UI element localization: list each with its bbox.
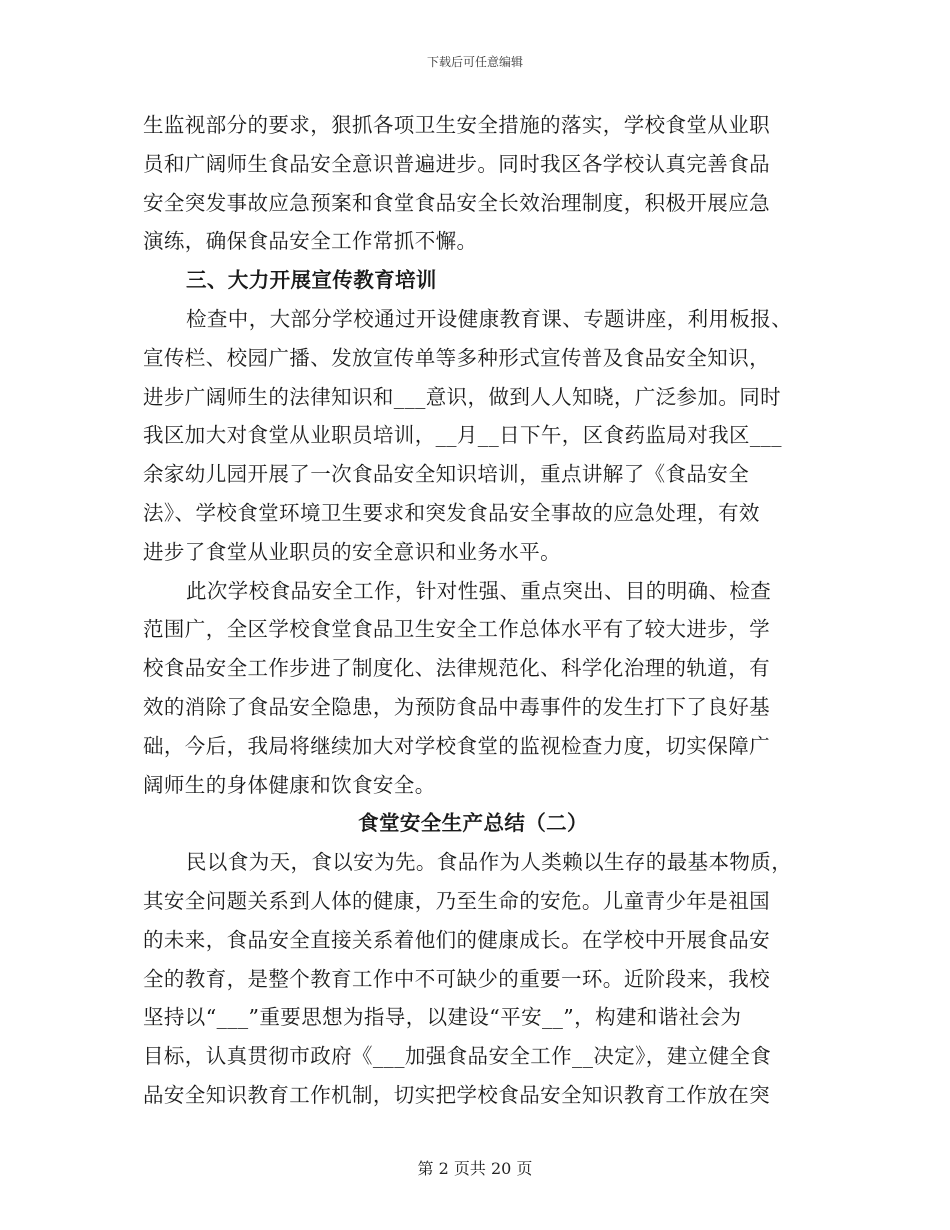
text-line: 其安全问题关系到人体的健康，乃至生命的安危。儿童青少年是祖国 <box>143 888 770 913</box>
text-line: 础，今后，我局将继续加大对学校食堂的监视检查力度，切实保障广 <box>143 733 770 758</box>
text-line: 此次学校食品安全工作，针对性强、重点突出、目的明确、检查 <box>186 578 772 603</box>
text-line: 进步了食堂从业职员的安全意识和业务水平。 <box>143 539 561 564</box>
section-heading: 三、大力开展宣传教育培训 <box>186 268 437 293</box>
text-line: 范围广，全区学校食堂食品卫生安全工作总体水平有了较大进步，学 <box>143 617 770 642</box>
text-line: 全的教育，是整个教育工作中不可缺少的重要一环。近阶段来，我校 <box>143 966 770 991</box>
text-line: 余家幼儿园开展了一次食品安全知识培训，重点讲解了《食品安全 <box>143 462 750 487</box>
text-line: 坚持以“___”重要思想为指导，以建设“平安__”，构建和谐社会为 <box>143 1005 742 1030</box>
text-line: 的未来，食品安全直接关系着他们的健康成长。在学校中开展食品安 <box>143 927 770 952</box>
text-line: 演练，确保食品安全工作常抓不懈。 <box>143 229 478 254</box>
text-line: 品安全知识教育工作机制，切实把学校食品安全知识教育工作放在突 <box>143 1082 770 1107</box>
text-line: 民以食为天，食以安为先。食品作为人类赖以生存的最基本物质， <box>186 850 793 875</box>
text-line: 检查中，大部分学校通过开设健康教育课、专题讲座，利用板报、 <box>186 306 793 331</box>
text-line: 宣传栏、校园广播、发放宣传单等多种形式宣传普及食品安全知识， <box>143 345 770 370</box>
text-line: 安全突发事故应急预案和食堂食品安全长效治理制度，积极开展应急 <box>143 190 770 215</box>
text-line: 校食品安全工作步进了制度化、法律规范化、科学化治理的轨道，有 <box>143 656 770 681</box>
text-line: 进步广阔师生的法律知识和___意识，做到人人知晓，广泛参加。同时 <box>143 384 782 409</box>
section-title: 食堂安全生产总结（二） <box>358 811 588 836</box>
text-line: 生监视部分的要求，狠抓各项卫生安全措施的落实，学校食堂从业职 <box>143 113 770 137</box>
text-line: 阔师生的身体健康和饮食安全。 <box>143 772 436 797</box>
text-line: 目标，认真贯彻市政府《___加强食品安全工作__决定》，建立健全食 <box>143 1044 772 1069</box>
page-footer: 第 2 页共 20 页 <box>417 1159 533 1178</box>
page-header: 下载后可任意编辑 <box>426 55 523 69</box>
text-line: 效的消除了食品安全隐患，为预防食品中毒事件的发生打下了良好基 <box>143 694 770 719</box>
document-body <box>143 106 823 1115</box>
text-line: 我区加大对食堂从业职员培训，__月__日下午，区食药监局对我区___ <box>143 423 782 448</box>
text-line: 员和广阔师生食品安全意识普遍进步。同时我区各学校认真完善食品 <box>143 151 770 176</box>
text-line: 法》、学校食堂环境卫生要求和突发食品安全事故的应急处理，有效 <box>143 500 760 525</box>
